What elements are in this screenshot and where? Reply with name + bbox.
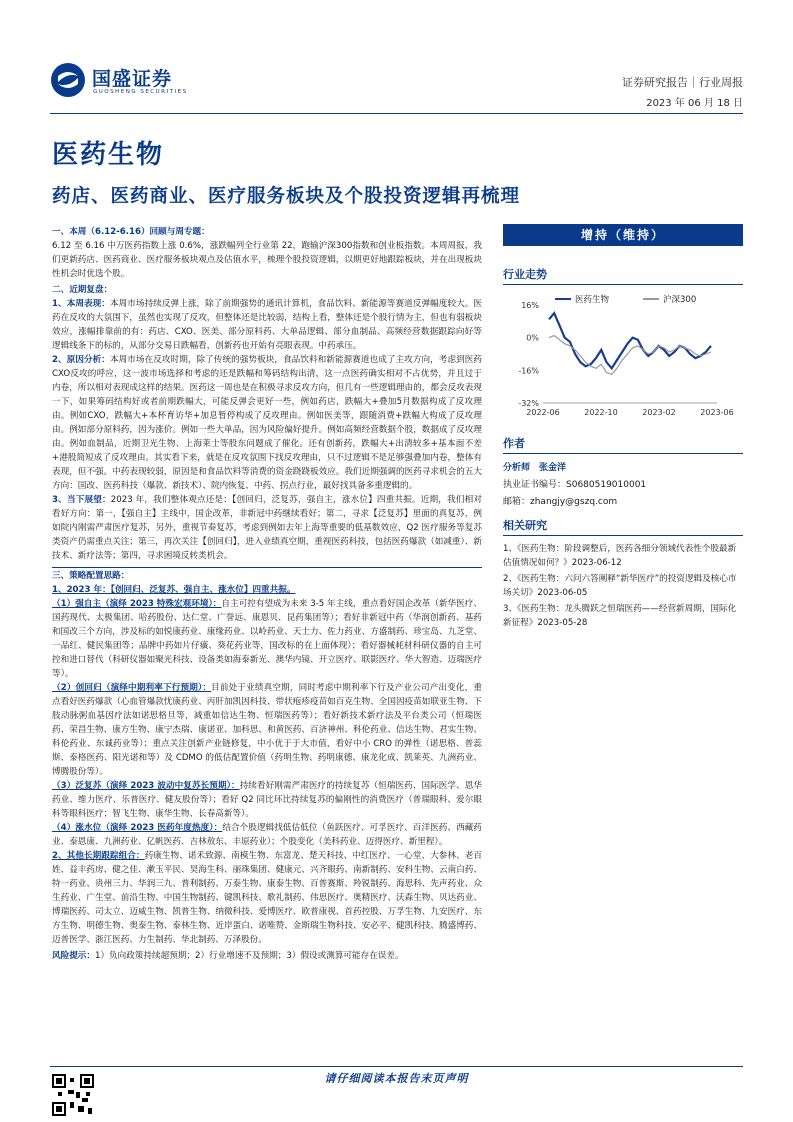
company-name-cn: 国盛证券 — [92, 68, 173, 90]
recent-item-1-label: 1、本周表现： — [52, 299, 110, 309]
strategy-sub-1: 1、2023 年：【创回归、泛复苏、强自主、涨水位】四重共振。 — [52, 585, 296, 595]
analyst-label: 分析师 — [503, 463, 531, 473]
related-heading: 相关研究 — [503, 517, 743, 536]
report-type: 证券研究报告｜行业周报 — [622, 76, 743, 89]
related-list — [503, 542, 743, 630]
footer-disclaimer: 请仔细阅读本报告末页声明 — [324, 1072, 469, 1085]
strategy-block-3-text: 持续看好刚需严肃医疗的持续复苏（恒瑞医药、国际医学、恩华药业、维力医疗、乐普医疗、健友股份等）；看好 Q2 同比环比持续复苏的偏刚性的消费医疗（普瑞眼科、爱尔眼科等眼科医疗；智飞生物、康华生物、长春高新等）。 — [52, 781, 482, 819]
rating-badge: 增持（维持） — [503, 224, 743, 246]
summary-heading: 一、本周（6.12-6.16）回顾与周专题： — [52, 227, 210, 237]
recent-item-2-label: 2、原因分析： — [52, 355, 110, 365]
header-divider — [50, 113, 743, 114]
cert-number: 执业证书编号：S0680519010001 — [503, 480, 647, 490]
company-name-en: GUOSHENG SECURITIES — [93, 89, 188, 95]
report-title: 药店、医药商业、医疗服务板块及个股投资逻辑再梳理 — [52, 186, 521, 207]
guosheng-logo-icon — [50, 62, 86, 98]
strategy-block-2-label: （2）创回归（演绎中期利率下行预期）： — [52, 683, 212, 693]
risk-text: 1）负向政策持续超预期；2）行业增速不及预期；3）假设或测算可能存在误差。 — [94, 951, 404, 961]
strategy-block-4 — [52, 821, 482, 849]
recent-item-1 — [52, 297, 482, 353]
x-tick-label: 2022-10 — [584, 408, 618, 417]
sector-title: 医药生物 — [52, 140, 165, 170]
recent-item-3-label: 3、当下展望： — [52, 495, 111, 505]
report-date: 2023 年 06 月 18 日 — [646, 98, 743, 109]
y-tick-label: 16% — [521, 301, 539, 310]
legend-label: 医药生物 — [575, 295, 610, 305]
recent-item-2-text: 本周市场在反攻时期，除了传统的强势板块，食品饮料和新能源赛道也成了主攻方向，考虑到医药CXO反攻的呼应，这一波市场选择和考虑的还是跌幅和筹码结构出清，这一点医药确实相对不占优势，并且过于内卷，所以相对表现成这样的结果。医药这一周也是在积极寻求反攻方向，但几有一些逻辑理由的，都会反攻表现一下，如果筹码结构好或者前期跌幅大，可能反弹会更好一些，例如药店，跌幅大+叠加5月数据构成了反攻理由。例如CXO，跌幅大+本杯育访华+加息暂停构成了反攻理由。例如医美等，跟随消费+跌幅大构成了反攻理由。例如部分原料药，因为涨价。例如一些大单品，因为风险偏好提升。例如高频经营数据个股，数据成了反攻理由。例如血制品，近期卫光生物、上海莱士等股东问题成了催化。还有创新药，跌幅大+出清较多+基本面不差+港股简短成了反攻理由。其实看下来，就是在反攻氛围下找反攻理由，只不过逻辑不是足够强叠加内卷，整体有表现，但不强。中药表现较弱，原因是和食品饮料等消费的资金跷跷板效应。我们近期强调的医药寻求机会的五大方向：国改、医药科技（爆款、新技术）、院内恢复、中药、拐点行业，最好找具备多重逻辑的。 — [52, 355, 482, 491]
recent-item-1-text: 本周市场持续反弹上涨，除了前期强势的通讯计算机，食品饮料、新能源等赛道反弹幅度较大。医药在反攻的大氛围下，虽然也实现了反攻，但整体还是比较弱，结构上看，整体还是个股行情为主，但也有弱板块效应，涨幅排靠前的有：药店、CXO、医美、部分原料药、大单品逻辑、部分血制品、高频经营数据跟踪向好等逻辑线条下的标的，从部分交易日跌幅看，创新药也开始有亮眼表现。中药承压。 — [52, 299, 482, 351]
related-item[interactable]: 2、《医药生物：六问六答阐释“新华医疗”的投资逻辑及核心市场关切》2023-06-05 — [503, 574, 737, 598]
y-tick-label: 0% — [526, 333, 539, 343]
y-tick-label: -16% — [518, 366, 539, 376]
trend-heading: 行业走势 — [503, 266, 743, 285]
strategy-heading: 三、策略配置思路： — [52, 567, 482, 583]
x-tick-label: 2022-06 — [526, 408, 560, 417]
summary-text: 6.12 至 6.16 中万医药指数上涨 0.6%，涨跌幅列全行业第 22，跑输沪深300指数和创业板指数。本周周报，我们更新药店、医药商业、医疗服务板块观点及估值水平，梳理个股投资逻辑，以期更好地跟踪板块，并在出现板块性机会时优选个股。 — [52, 241, 482, 279]
recent-item-2 — [52, 353, 482, 493]
strategy-block-1-label: （1）强自主（演绎 2023 特殊宏观环境）： — [52, 599, 222, 609]
company-logo — [50, 62, 210, 102]
legend-label: 沪深300 — [663, 295, 697, 305]
trend-chart — [503, 291, 743, 421]
strategy-block-4-label: （4）涨水位（演绎 2023 医药年度热度）： — [52, 823, 223, 833]
author-email[interactable]: 邮箱：zhangjy@gszq.com — [503, 497, 618, 507]
author-info — [503, 460, 743, 511]
related-item[interactable]: 3、《医药生物：龙头腾跃之恒瑞医药——经营新周期，国际化新征程》2023-05-28 — [503, 604, 737, 628]
series-line — [549, 313, 711, 368]
trend-chart-svg — [503, 291, 743, 421]
analyst-row — [503, 460, 743, 477]
strategy-block-3 — [52, 779, 482, 821]
strategy-block-2 — [52, 681, 482, 779]
strategy-other — [52, 849, 482, 947]
recent-heading: 二、近期复盘： — [52, 285, 113, 295]
recent-item-3 — [52, 493, 482, 563]
main-content — [52, 224, 482, 963]
strategy-other-text: 药康生物、诺禾致源、南模生物、东富龙、楚天科技、中红医疗、一心堂、大参林、老百姓、益丰药房、健之佳、漱玉平民、昊海生科、丽珠集团、健康元、兴齐眼药、南新制药、安科生物、云南白药、特一药业、贵州三力、华润三九、普利制药、万泰生物、康泰生物、百普赛斯、羚锐制药、海思科、先声药业、众生药业、广生堂、前沿生物、中国生物制药、键凯科技、歌礼制药、伟思医疗、奥精医疗、沃森生物、贝达药业、博瑞医药、司太立、迈威生物、凯普生物、纳微科技、爱博医疗、欧普康视、首药控股、万孚生物、九安医疗、东方生物、明德生物、奥泰生物、泰林生物、近岸蛋白、诺唯赞、金斯瑞生物科技、安必平、健凯科技、腾盛博药、迈普医学、浙江医药、力生制药、华北制药、万泽股份。 — [52, 851, 482, 945]
report-header — [0, 0, 793, 140]
x-tick-label: 2023-02 — [642, 408, 676, 417]
strategy-block-4-text: 结合个股逻辑找低估低位（鱼跃医疗、可孚医疗、百洋医药、西藏药业、泰恩康、九洲药业、亿帆医药、吉林敖东、丰原药业）；个股变化（美科药业、迈得医疗、新里程）。 — [52, 823, 482, 847]
strategy-block-2-text: 目前处于业绩真空期，同时考虑中期利率下行及产业公司产出变化，重点看好医药爆款（心血管爆款忧康药业、丙肝加凯因科技、带状疱疹疫苗如百克生物、全国因疫苗如联亚生物、下肢动脉粥血基因疗法如诺思格旦等，减重如信达生物、恒瑞医药等）；看好新技术新疗法及平台类公司（恒瑞医药、荣昌生物、康方生物、康宁杰瑞、康诺亚、加科思、和黄医药、百济神州、科伦药业、信达生物、君实生物、科伦药业、东诚药业等）；重点关注创新产业链修复，中小优于于大市值，看好中小 CRO 的弹性（诺思格、普蕊斯、泰格医药、阳光诺和等）及 CDMO 的低估配置价值（药明生物、药明康德、康龙化成、凯莱英、九洲药业、博腾股份等）。 — [52, 683, 482, 777]
strategy-block-3-label: （3）泛复苏（演绎 2023 波动中复苏长预期）： — [52, 781, 240, 791]
y-tick-label: -32% — [518, 399, 539, 408]
strategy-block-1-text: 自主可控有望成为未来 3-5 年主线，重点看好国企改革（新华医疗、国药现代、太极集团、哈药股份、达仁堂、广誉远、康恩贝、昆药集团等）；看好非新冠中药（华润创新药、基药和国改三个方向，涉及标的如悦康药业、康缘药业、以岭药业、天士力、佐力药业、方盛制药、珍宝岛、九芝堂、一品红、健民集团等；品牌中药如片仔癀、葵花药业等，国改标的在上面体现）；看好器械耗材科研仪器的自主可控和进口替代（科研仪器如聚光科技、设备类如海泰新光、澳华内镜、开立医疗、联影医疗、华大智造、迈瑞医疗等）。 — [52, 599, 482, 679]
related-item[interactable]: 1、《医药生物：阶段调整后，医药各细分领域代表性个股最新估值情况如何？》2023-06-12 — [503, 544, 737, 568]
analyst-name: 张金洋 — [539, 463, 567, 473]
footer-divider — [50, 1066, 743, 1067]
sidebar — [503, 224, 743, 632]
risk-label: 风险提示： — [52, 951, 95, 961]
author-heading: 作者 — [503, 435, 743, 454]
x-tick-label: 2023-06 — [700, 408, 734, 417]
strategy-block-1 — [52, 597, 482, 681]
risk-note — [52, 949, 482, 963]
strategy-other-label: 2、其他长期跟踪组合： — [52, 851, 145, 861]
recent-item-3-text: 2023 年，我们整体观点还是：【创回归，泛复苏，强自主，涨水位】四重共振。近期，我们相对看好方向：第一，【强自主】主线中，国企改革，非新冠中药继续看好；第二，寻求【泛复苏】里面的真复苏，例如院内刚需严肃医疗复苏，另外，重视节奏复苏，考虑到例如去年上海等重要的低基数效应，Q2 医疗服务等复苏类资产仍需重点关注；第三，再次关注【创回归】，进入业绩真空期，重视医药科技，包括医药爆款（如减重）、新技术、新疗法等；第四，寻求困境反转类机会。 — [52, 495, 482, 561]
